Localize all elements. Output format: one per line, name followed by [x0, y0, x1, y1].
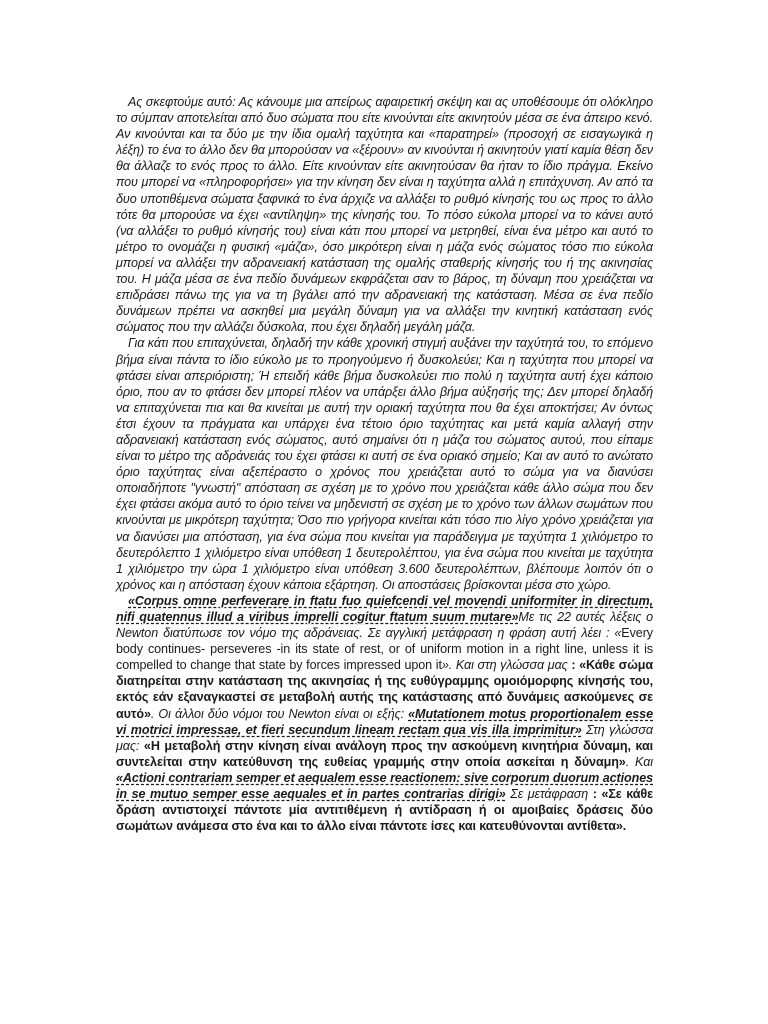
- latin-first-law: «Corpus omne perfeverare in ftatu fuo quiefcendi vel movendi uniformiter in directum, nifi quatennus illud a viribus imprelli cogitur ftatum suum mutare»: [116, 593, 653, 624]
- latin-third-law: «Actioni contrariam semper et aequalem esse reactionem: sive corporum duorum actiones in se mutuo semper esse aequales et in partes contrarias dirigi»: [116, 770, 653, 802]
- latin-second-law: «Mutationem motus proportionalem esse vi motrici impressae, et fieri secundum lineam rectam qua vis illa imprimitur»: [116, 706, 653, 737]
- greek-first-law: «Κάθε σώμα διατηρείται στην κατάσταση της ακινησίας ή της ευθύγραμμης ομοιόμορφης κίνησής του, εκτός εάν εξαναγκαστεί σε μεταβολή αυτής της κατάστασης από δυνάμεις ασκούμενες σε αυτό»: [116, 658, 653, 721]
- greek-second-law: «Η μεταβολή στην κίνηση είναι ανάλογη προς την ασκούμενη κινητήρια δύναμη, και συντελείται στην κατεύθυνση της ευθείας γραμμής στην οποία ασκείται η δύναμη»: [116, 738, 653, 769]
- text-greek-intro: ». Και στη γλώσσα μας: [441, 658, 568, 673]
- text-third-law-intro: . Και: [625, 754, 653, 769]
- colon-separator-2: :: [588, 787, 602, 802]
- paragraph-newton-laws: [116, 593, 653, 834]
- paragraph-thought-experiment: Ας σκεφτούμε αυτό: Ας κάνουμε μια απείρως αφαιρετική σκέψη και ας υποθέσουμε ότι ολόκληρο το σύμπαν αποτελείται από δυο σώματα που είτε κινούνται είτε ακινητούν μέσα σε ένα άπειρο κενό. Αν κινούνται και τα δύο με την ίδια ομαλή ταχύτητα και «παρατηρεί» (προσοχή σε εισαγωγικά η λέξη) το ένα το άλλο δεν θα μπορούσαν να «ξέρουν» αν κινούνται ή ακινητούν γιατί καμία θέση δεν θα άλλαζε το ενός προς το άλλο. Είτε κινούνταν είτε ακινητούσαν θα ήταν το ίδιο πράγμα. Εκείνο που μπορεί να «πληροφορήσει» για την κίνηση δεν είναι η ταχύτητα αλλά η επιτάχυνση. Αν από τα δυο υποτιθέμενα σώματα ξαφνικά το ένα άρχιζε να αλλάξει το ρυθμό κίνησής του ως προς το άλλο τότε θα μπορούσε να έχει «αντίληψη» της κίνησής του. Το πόσο εύκολα μπορεί να το κάνει αυτό (να αλλάξει το ρυθμό κίνησής του) είναι κάτι που μπορεί να μετρηθεί, είναι ένα μέτρο και αυτό το μέτρο το ονομάζει η φυσική «μάζα», όσο μικρότερη είναι η μάζα ενός σώματος τόσο πιο εύκολα μπορεί να αλλάξει την αδρανειακή κατάσταση της ομαλής σταθερής κίνησής του ή της ακινησίας του. Η μάζα μέσα σε ένα πεδίο δυνάμεων εκφράζεται σαν το βάρος, τη δύναμη που χρειάζεται να επιδράσει πάνω της για να τη βγάλει από την αδρανειακή της κατάσταση. Μέσα σε ένα πεδίο δυνάμεων πρέπει να ασκηθεί μια μεγάλη δύναμη για να αλλάξει την κινητική κατάσταση ενός σώματος που την αλλάζει δύσκολα, που έχει δηλαδή μεγάλη μάζα.: [116, 95, 653, 335]
- text-second-law-intro: Στη γλώσσα μας:: [116, 722, 653, 753]
- text-translation-intro: Σε μετάφραση: [505, 787, 589, 802]
- paragraph-speed-limit: Για κάτι που επιταχύνεται, δηλαδή την κάθε χρονική στιγμή αυξάνει την ταχύτητά του, το επόμενο βήμα είναι πάντα το ίδιο εύκολο με το προηγούμενο ή δυσκολεύει; Και η ταχύτητα που μπορεί να φτάσει είναι απεριόριστη; Ή επειδή κάθε βήμα δυσκολεύει πιο πολύ η ταχύτητα αυτή έχει κάποιο όριο, που αν το φτάσει δεν μπορεί πλέον να υπάρξει άλλο βήμα αύξησής της; Δεν μπορεί δηλαδή να επιταχύνεται πια και θα κινείται με αυτή την οριακή ταχύτητα που θα έχει αποκτήσει; Αν όντως έτσι έχουν τα πράγματα και υπάρχει ένα τέτοιο όριο ταχύτητας και μετά καμία αλλαγή στην αδρανειακή κατάσταση ενός σώματος, αυτό σημαίνει ότι η μάζα του σώματος αυτού, που είπαμε είναι το μέτρο της αδράνειάς του έχει φτάσει κι αυτή σε ένα οριακό σημείο; Και αν αυτό το ανώτατο όριο ταχύτητας είναι αξεπέραστο ο χρόνος που χρειάζεται αυτό το σώμα για να διανύσει οποιαδήποτε "γνωστή" απόσταση σε σχέση με το χρόνο που χρειάζεται κάθε άλλο σώμα που δεν έχει φτάσει ακόμα αυτό το όριο τείνει να μηδενιστή σε σχέση με το χρόνο των άλλων σωμάτων που κινούνται με μικρότερη ταχύτητα; Όσο πιο γρήγορα κινείται κάτι τόσο πιο λίγο χρόνο χρειάζεται για να διανύσει μια απόσταση, για ένα σώμα που κινείται για παράδειγμα με ταχύτητα 1 χιλιόμετρο το δευτερόλεπτο 1 χιλιόμετρο είναι υπόθεση 1 δευτερολέπτου, για ένα σώμα που κινείται με ταχύτητα 1 χιλιόμετρο την ώρα 1 χιλιόμετρο είναι υπόθεση 3.600 δευτερολέπτων, βλέπουμε λοιπόν ότι ο χρόνος και η απόσταση έχουν κάποια εξάρτηση. Οι αποστάσεις βρίσκονται μέσα στο χώρο.: [116, 336, 653, 592]
- document-body: [116, 94, 653, 834]
- english-first-law: Every body continues- perseveres -in its state of rest, or of uniform motion in a right line, unless it is compelled to change that state by forces impressed upon it: [116, 626, 653, 673]
- text-first-law-intro: Με τις 22 αυτές λέξεις ο Newton διατύπωσε τον νόμο της αδράνειας. Σε αγγλική μετάφραση η φράση αυτή λέει : «: [116, 610, 653, 641]
- colon-separator: :: [567, 658, 580, 673]
- greek-third-law: «Σε κάθε δράση αντιστοιχεί πάντοτε μία αντιτιθέμενη ή αντίδραση ή οι αμοιβαίες δράσεις δύο σωμάτων ανάμεσα στο ένα και το άλλο είναι πάντοτε ίσες και κατευθύνονται αντίθετα»: [116, 787, 653, 834]
- text-other-laws: . Οι άλλοι δύο νόμοι του Newton είναι οι εξής:: [150, 706, 409, 721]
- closing-period: .: [622, 819, 627, 834]
